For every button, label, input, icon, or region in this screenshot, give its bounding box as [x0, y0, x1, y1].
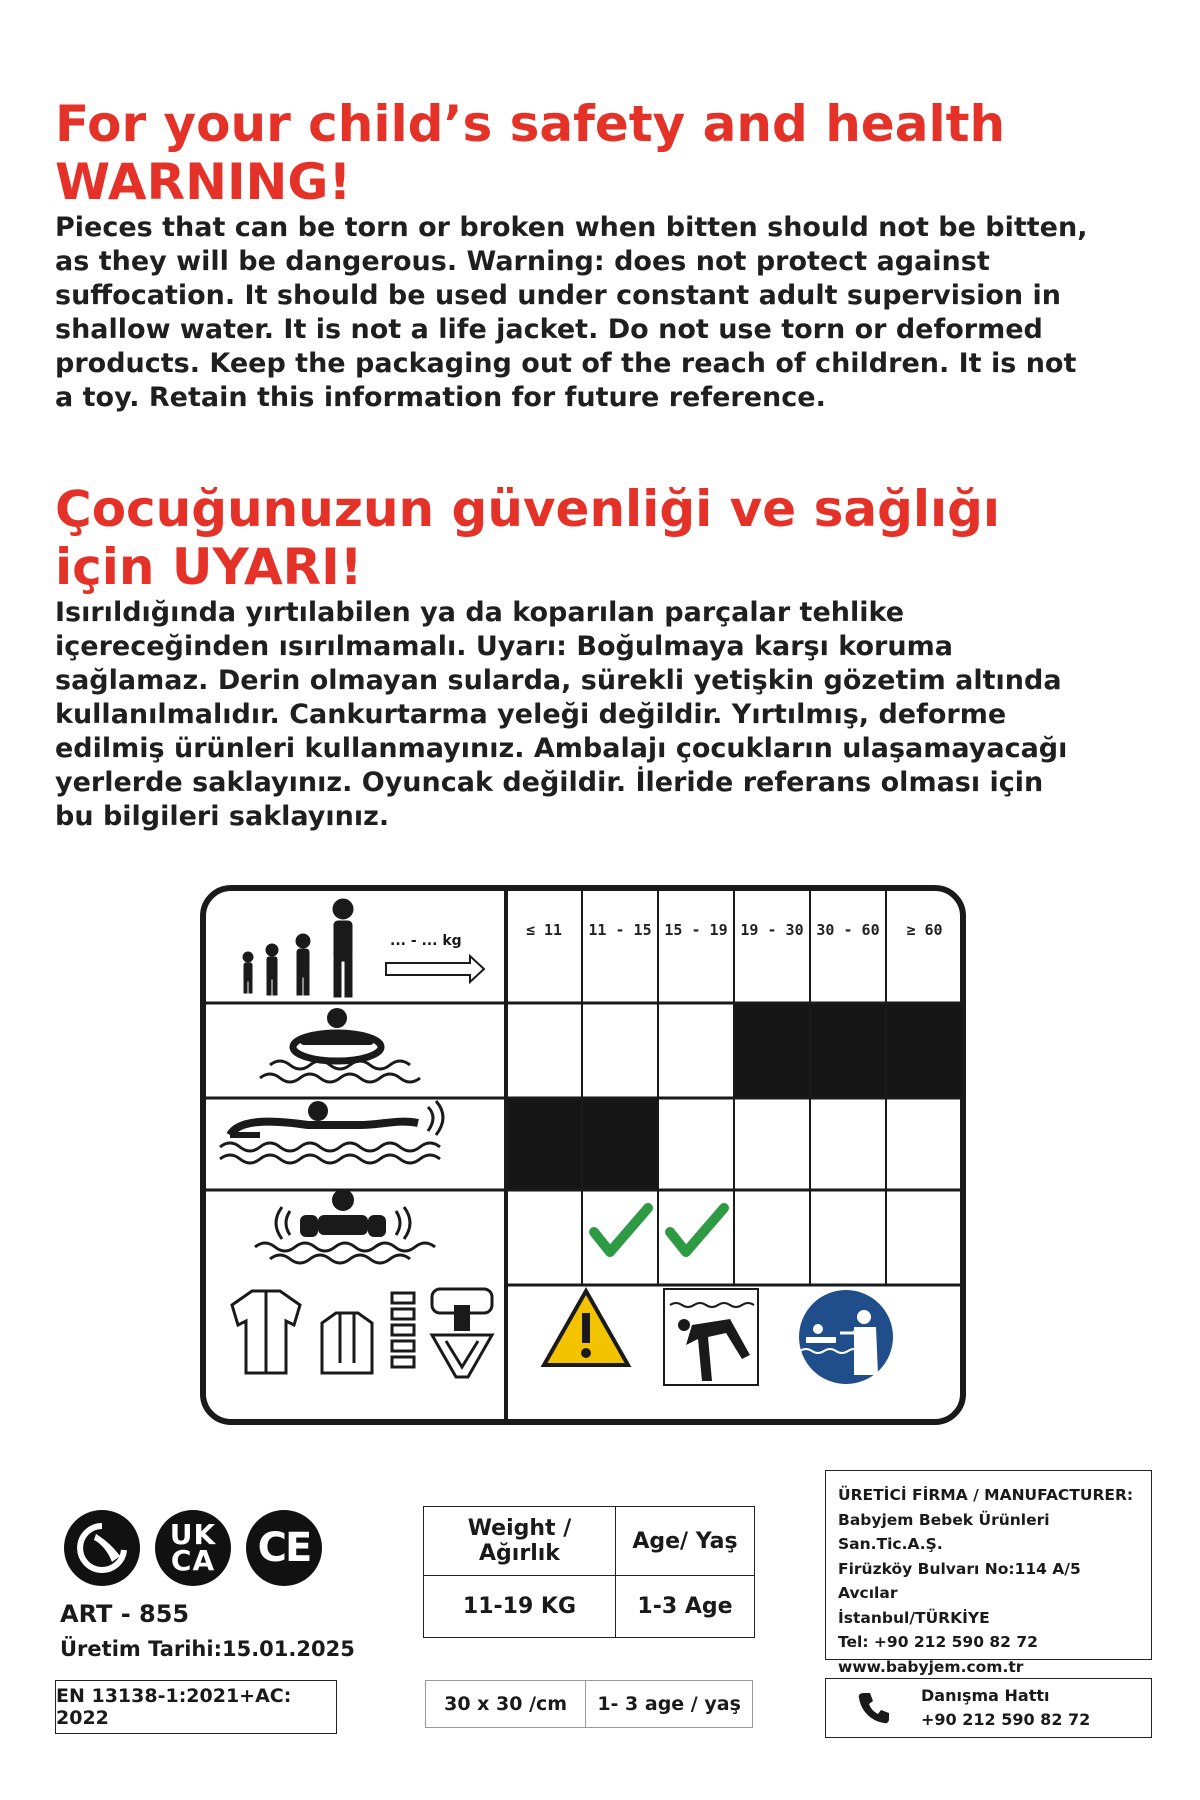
turkish-body	[55, 596, 1155, 834]
supervision-icon	[799, 1290, 893, 1384]
english-body-line: Pieces that can be torn or broken when bitten should not be bitten,	[55, 212, 1088, 243]
weight-range-label: 30 - 60	[816, 921, 880, 939]
ukca-logo	[155, 1510, 231, 1586]
phone-icon	[826, 1690, 921, 1726]
manufacturer-phone: Tel: +90 212 590 82 72	[838, 1633, 1038, 1651]
manufacturer-website: www.babyjem.com.tr	[838, 1657, 1024, 1676]
manufacturer-line: Babyjem Bebek Ürünleri	[838, 1510, 1050, 1529]
turkish-body-line: Isırıldığında yırtılabilen ya da koparılan parçalar tehlike	[55, 597, 905, 628]
turkish-title	[55, 480, 1155, 596]
english-body	[55, 211, 1155, 415]
size-value: 30 x 30 /cm	[426, 1681, 586, 1728]
filled-cell	[886, 1003, 963, 1098]
english-body-line: shallow water. It is not a life jacket. Do not use torn or deformed	[55, 314, 1043, 345]
standard-text: EN 13138-1:2021+AC: 2022	[56, 1685, 292, 1729]
english-title-line1: For your child’s safety and health	[55, 95, 1006, 153]
english-body-line: suffocation. It should be used under constant adult supervision in	[55, 280, 1062, 311]
english-body-line: as they will be dangerous. Warning: does not protect against	[55, 246, 990, 277]
filled-cell	[582, 1098, 658, 1190]
standard-box	[55, 1680, 337, 1734]
dimensions-table	[425, 1680, 753, 1728]
filled-cell	[734, 1003, 810, 1098]
manufacturer-box	[825, 1470, 1152, 1676]
weight-value: 11-19 KG	[424, 1576, 616, 1638]
age-value: 1-3 Age	[615, 1576, 754, 1638]
usage-chart	[200, 885, 966, 1425]
turkish-title-line2: için UYARI!	[55, 538, 363, 596]
spec-table	[423, 1506, 755, 1638]
weight-range-label: ≤ 11	[525, 921, 563, 939]
english-body-line: a toy. Retain this information for future reference.	[55, 382, 826, 413]
hotline-label: Danışma Hattı	[921, 1686, 1050, 1705]
manufacturer-line: İstanbul/TÜRKİYE	[838, 1608, 990, 1627]
weight-range-label: 11 - 15	[588, 921, 652, 939]
english-body-line: products. Keep the packaging out of the reach of children. It is not	[55, 348, 1077, 379]
turkish-body-line: bu bilgileri saklayınız.	[55, 801, 390, 832]
filled-cell	[810, 1003, 886, 1098]
turkish-body-line: içereceğinden ısırılmamalı. Uyarı: Boğulmaya karşı koruma	[55, 631, 953, 662]
age-header: Age/ Yaş	[615, 1507, 754, 1576]
weight-range-label: 15 - 19	[664, 921, 728, 939]
recycle-icon	[72, 1518, 132, 1578]
weight-range-label: ≥ 60	[906, 921, 943, 939]
ukca-icon: UK CA	[169, 1518, 217, 1577]
manufacturer-heading: ÜRETİCİ FİRMA / MANUFACTURER:	[838, 1486, 1134, 1504]
ce-icon: CE	[257, 1525, 311, 1571]
article-number: ART - 855	[60, 1600, 190, 1628]
production-date: Üretim Tarihi:15.01.2025	[60, 1637, 355, 1661]
hotline-box	[825, 1678, 1152, 1738]
weight-header: Weight / Ağırlık	[424, 1507, 616, 1576]
turkish-body-line: kullanılmalıdır. Cankurtarma yeleği değildir. Yırtılmış, deforme	[55, 699, 1007, 730]
hotline-number: +90 212 590 82 72	[921, 1710, 1091, 1729]
english-title	[55, 95, 1155, 211]
weight-range-label: 19 - 30	[740, 921, 804, 939]
english-title-line2: WARNING!	[55, 153, 352, 211]
shallow-water-icon	[664, 1289, 758, 1385]
filled-cell	[506, 1098, 582, 1190]
ce-logo	[246, 1510, 322, 1586]
turkish-title-line1: Çocuğunuzun güvenliği ve sağlığı	[55, 480, 1001, 538]
weight-label: ... - ... kg	[390, 933, 462, 949]
manufacturer-line: San.Tic.A.Ş.	[838, 1535, 943, 1553]
recycle-logo	[64, 1510, 140, 1586]
manufacturer-line: Firüzköy Bulvarı No:114 A/5 Avcılar	[838, 1559, 1081, 1602]
age-range-value: 1- 3 age / yaş	[586, 1681, 753, 1728]
english-warning	[55, 95, 1155, 415]
turkish-warning	[55, 480, 1155, 834]
turkish-body-line: edilmiş ürünleri kullanmayınız. Ambalajı çocukların ulaşamayacağı	[55, 733, 1068, 764]
turkish-body-line: yerlerde saklayınız. Oyuncak değildir. İleride referans olması için	[55, 767, 1044, 798]
turkish-body-line: sağlamaz. Derin olmayan sularda, sürekli yetişkin gözetim altında	[55, 665, 1062, 696]
